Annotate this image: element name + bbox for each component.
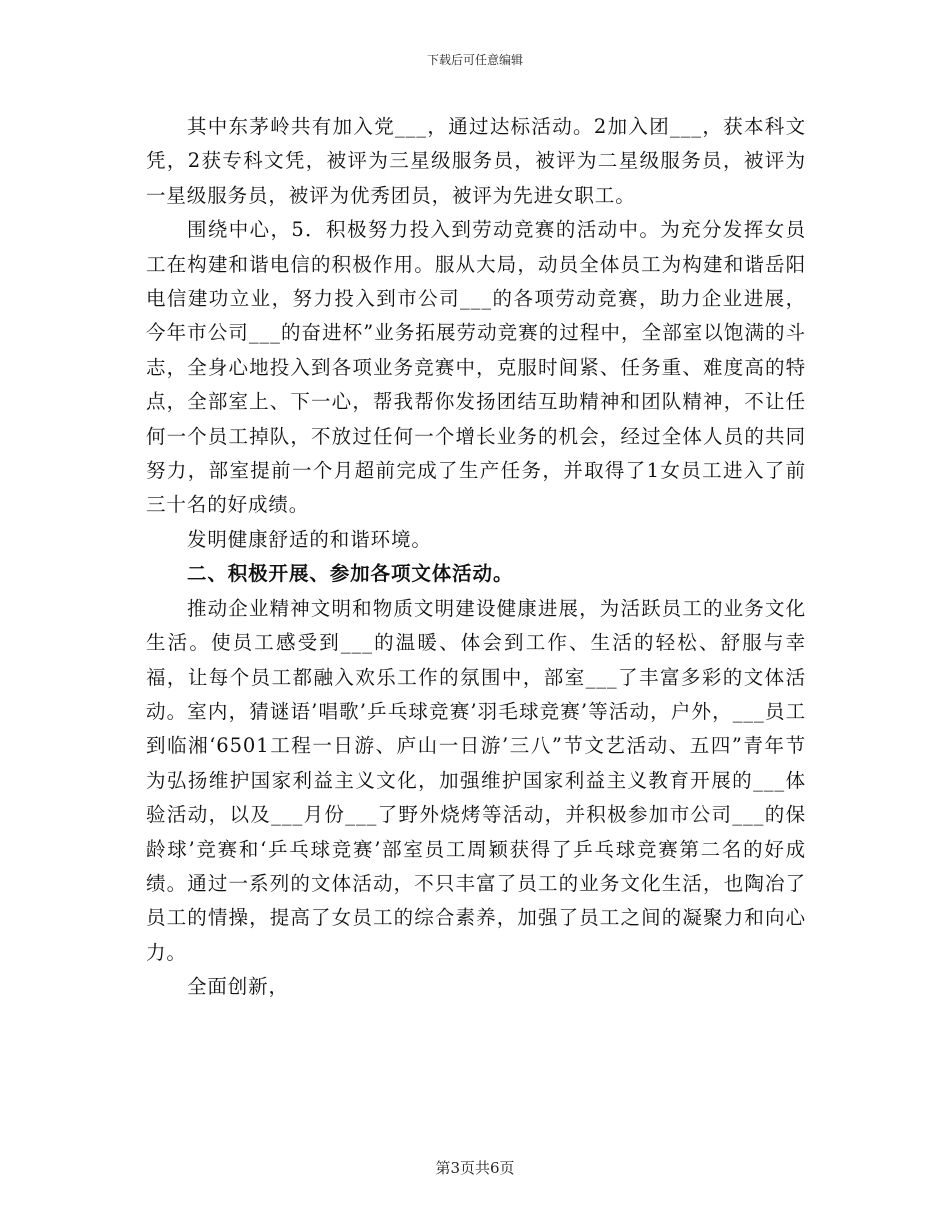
paragraph-innovation: 全面创新，: [186, 975, 289, 999]
document-body: [146, 110, 806, 1005]
paragraph-labor-competition: 围绕中心，5．积极努力投入到劳动竞赛的活动中。为充分发挥女员工在构建和谐电信的积极作用。服从大局，动员全体员工为构建和谐岳阳电信建功立业，努力投入到市公司___的各项劳动竞赛，助力企业进展，今年市公司___的奋进杯”业务拓展劳动竞赛的过程中，全部室以饱满的斗志，全身心地投入到各项业务竞赛中，克服时间紧、任务重、难度高的特点，全部室上、下一心，帮我帮你发扬团结互助精神和团队精神，不让任何一个员工掉队，不放过任何一个增长业务的机会，经过全体人员的共同努力，部室提前一个月超前完成了生产任务，并取得了1女员工进入了前三十名的好成绩。: [146, 218, 806, 517]
section-heading: 二、积极开展、参加各项文体活动。: [186, 562, 514, 586]
paragraph-membership: 其中东茅岭共有加入党___，通过达标活动。2加入团___，获本科文凭，2获专科文凭，被评为三星级服务员，被评为二星级服务员，被评为一星级服务员，被评为优秀团员，被评为先进女职工。: [146, 115, 806, 207]
paragraph-cultural-activities: 推动企业精神文明和物质文明建设健康进展，为活跃员工的业务文化生活。使员工感受到___的温暖、体会到工作、生活的轻松、舒服与幸福，让每个员工都融入欢乐工作的氛围中，部室___了丰富多彩的文体活动。室内，猜谜语’唱歌’乒乓球竞赛’羽毛球竞赛’等活动，户外，___员工到临湘‘6501工程一日游、庐山一日游’三八”节文艺活动、五四”青年节为弘扬维护国家利益主义文化，加强维护国家利益主义教育开展的___体验活动，以及___月份___了野外烧烤等活动，并积极参加市公司___的保龄球’竞赛和‘乒乓球竞赛’部室员工周颖获得了乒乓球竞赛第二名的好成绩。通过一系列的文体活动，不只丰富了员工的业务文化生活，也陶冶了员工的情操，提高了女员工的综合素养，加强了员工之间的凝聚力和向心力。: [146, 596, 806, 964]
paragraph-environment: 发明健康舒适的和谐环境。: [186, 527, 432, 551]
page-number: 第3页共6页: [435, 1159, 515, 1177]
page-header: 下载后可任意编辑: [426, 53, 523, 67]
